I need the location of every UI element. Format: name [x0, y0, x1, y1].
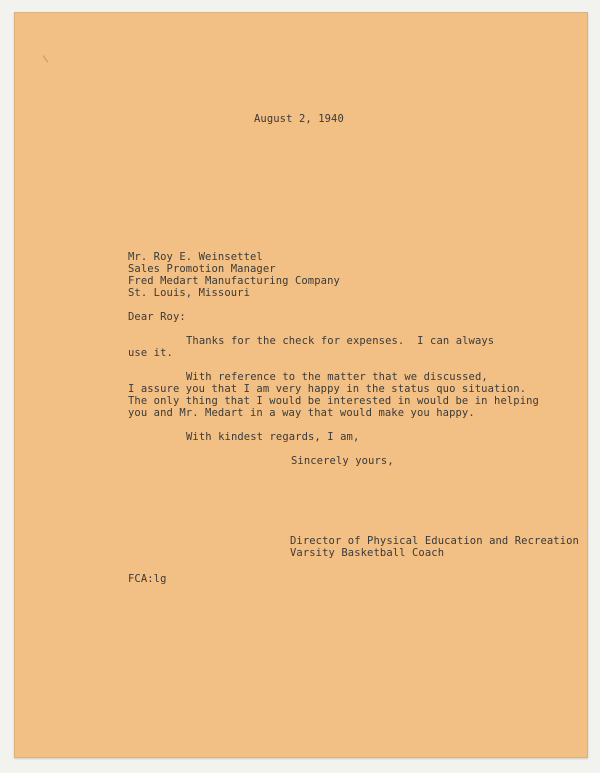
recipient-city: St. Louis, Missouri	[128, 287, 251, 299]
letter-page	[14, 12, 588, 758]
paragraph2-line3: The only thing that I would be interested in would be in helping	[128, 395, 539, 407]
closing: Sincerely yours,	[291, 455, 394, 467]
paragraph2-line4: you and Mr. Medart in a way that would make you happy.	[128, 407, 475, 419]
recipient-company: Fred Medart Manufacturing Company	[128, 275, 340, 287]
salutation: Dear Roy:	[128, 311, 186, 323]
recipient-title: Sales Promotion Manager	[128, 263, 276, 275]
paragraph3: With kindest regards, I am,	[186, 431, 360, 443]
paragraph1-line1: Thanks for the check for expenses. I can always	[186, 335, 495, 347]
paragraph2-line1: With reference to the matter that we discussed,	[186, 371, 488, 383]
stray-mark	[43, 50, 57, 63]
paragraph2-line2: I assure you that I am very happy in the status quo situation.	[128, 383, 527, 395]
signature-title: Director of Physical Education and Recreation	[290, 535, 579, 547]
paragraph1-line2: use it.	[128, 347, 173, 359]
letter-date: August 2, 1940	[254, 113, 344, 125]
typist-initials: FCA:lg	[128, 573, 167, 585]
recipient-name: Mr. Roy E. Weinsettel	[128, 251, 263, 263]
signature-role: Varsity Basketball Coach	[290, 547, 445, 559]
